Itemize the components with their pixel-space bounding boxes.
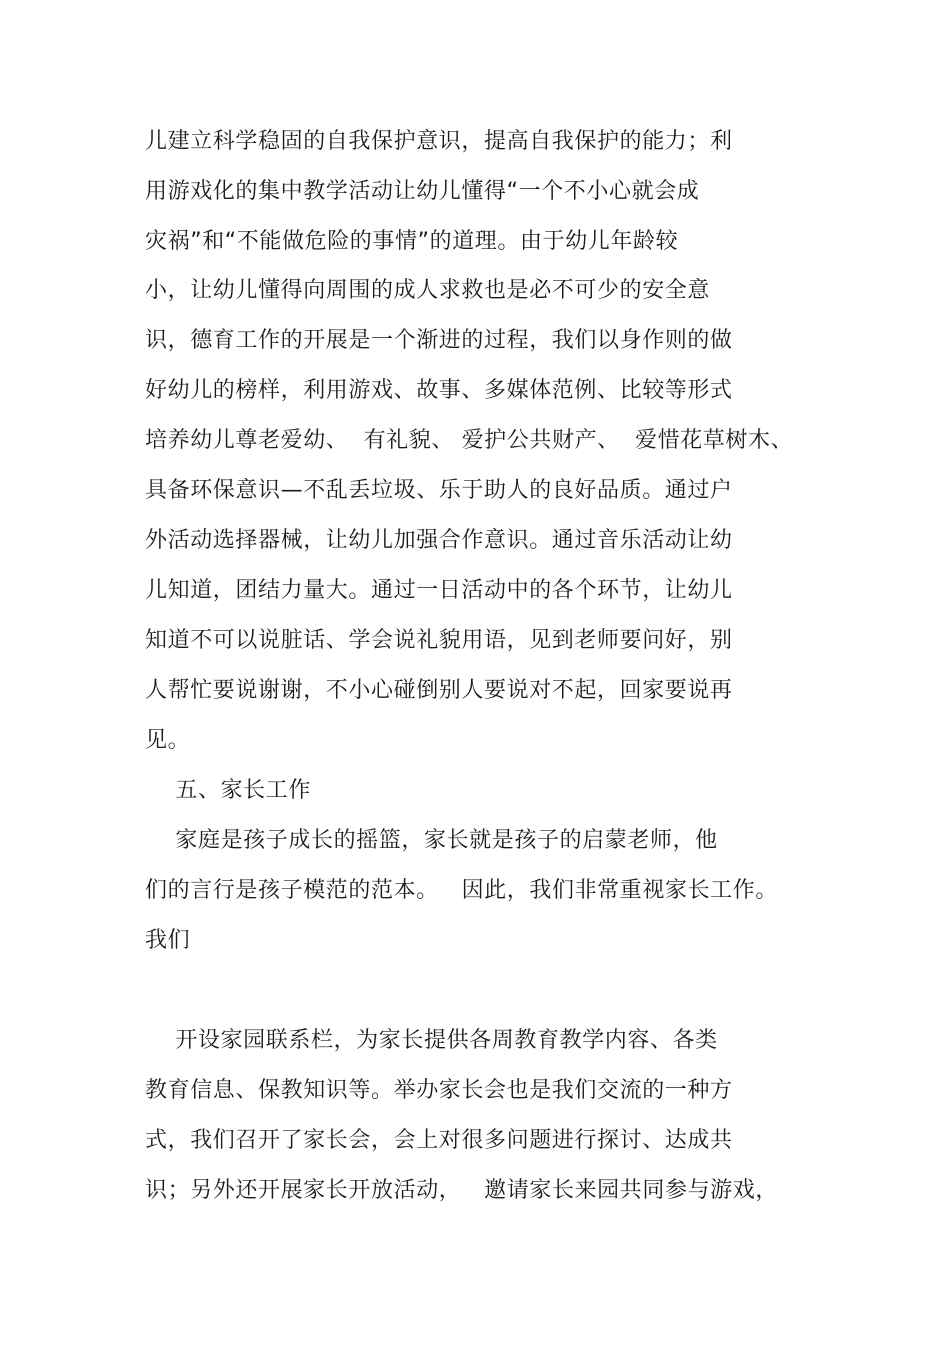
text-line: 灾祸”和“不能做危险的事情”的道理。由于幼儿年龄较 xyxy=(145,229,679,254)
text-line: 识；另外还开展家长开放活动， 邀请家长来园共同参与游戏， xyxy=(145,1178,778,1203)
text-line: 好幼儿的榜样，利用游戏、故事、多媒体范例、比较等形式 xyxy=(145,378,733,403)
text-line: 用游戏化的集中教学活动让幼儿懂得“一个不小心就会成 xyxy=(145,179,700,204)
text-line: 外活动选择器械，让幼儿加强合作意识。通过音乐活动让幼 xyxy=(145,528,733,553)
text-line: 培养幼儿尊老爱幼、 有礼貌、 爱护公共财产、 爱惜花草树木、 xyxy=(145,428,794,453)
text-line: 开设家园联系栏，为家长提供各周教育教学内容、各类 xyxy=(145,1028,718,1053)
text-line: 识，德育工作的开展是一个渐进的过程，我们以身作则的做 xyxy=(145,328,733,353)
text-line: 教育信息、保教知识等。举办家长会也是我们交流的一种方 xyxy=(145,1078,733,1103)
text-line: 人帮忙要说谢谢，不小心碰倒别人要说对不起，回家要说再 xyxy=(145,678,733,703)
text-line: 式，我们召开了家长会，会上对很多问题进行探讨、达成共 xyxy=(145,1128,733,1153)
text-line: 具备环保意识—不乱丢垃圾、乐于助人的良好品质。通过户 xyxy=(145,478,733,503)
section-heading: 五、家长工作 xyxy=(145,778,311,803)
text-line: 我们 xyxy=(145,928,191,953)
text-line: 儿知道，团结力量大。通过一日活动中的各个环节，让幼儿 xyxy=(145,578,733,603)
text-line: 家庭是孩子成长的摇篮，家长就是孩子的启蒙老师，他 xyxy=(145,828,718,853)
text-line: 儿建立科学稳固的自我保护意识，提高自我保护的能力；利 xyxy=(145,129,733,154)
text-line: 们的言行是孩子模范的范本。 因此，我们非常重视家长工作。 xyxy=(145,878,778,903)
text-line: 小，让幼儿懂得向周围的成人求救也是必不可少的安全意 xyxy=(145,278,711,303)
text-line: 知道不可以说脏话、学会说礼貌用语，见到老师要问好，别 xyxy=(145,628,733,653)
text-line: 见。 xyxy=(145,728,191,753)
